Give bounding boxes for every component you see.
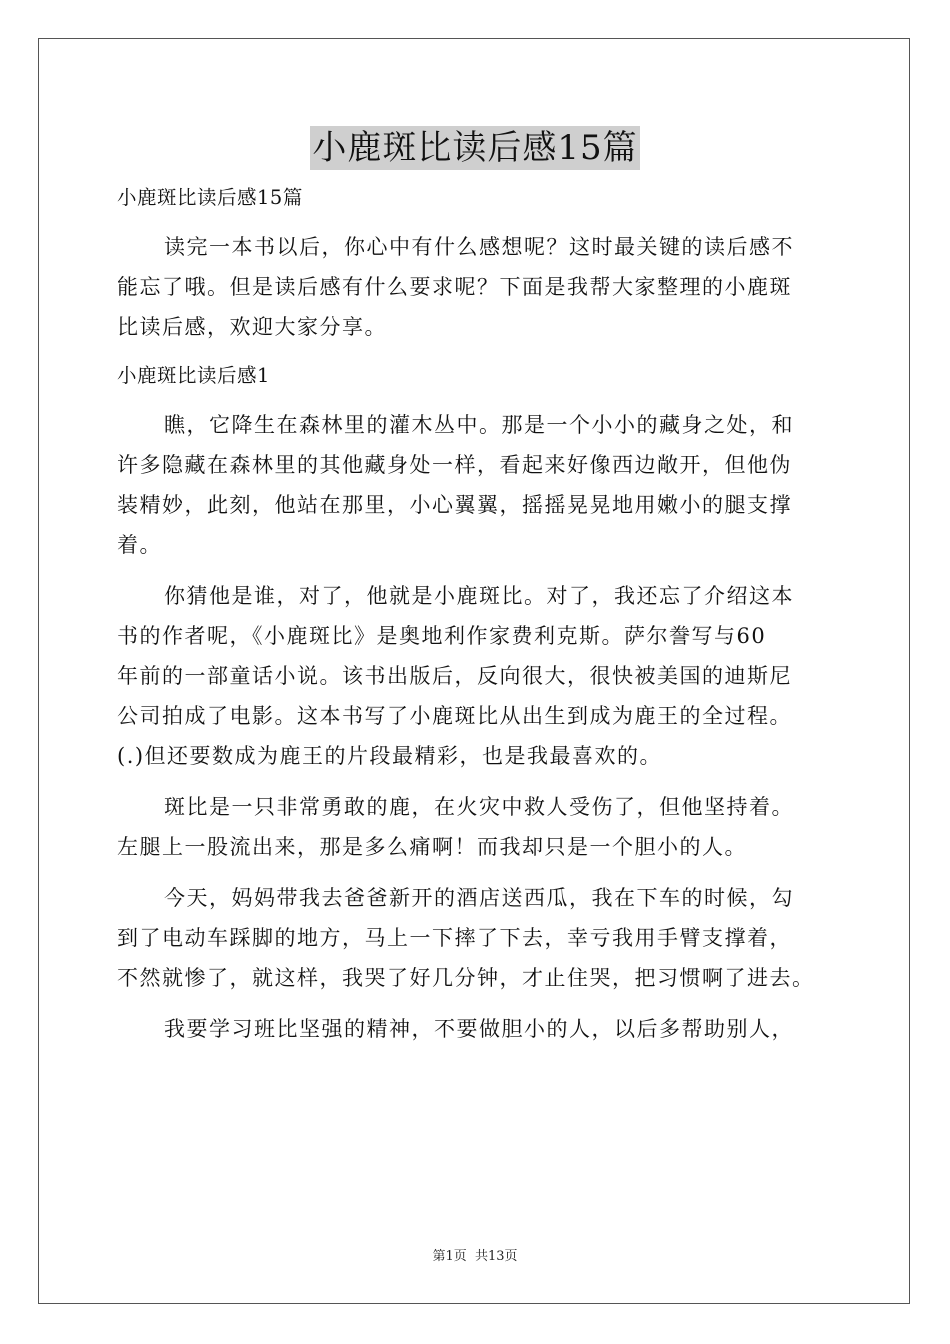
text-line: 公司拍成了电影。这本书写了小鹿斑比从出生到成为鹿王的全过程。 xyxy=(117,704,792,728)
text-line: 读完一本书以后，你心中有什么感想呢？这时最关键的读后感不 xyxy=(164,235,794,259)
text-line: (.)但还要数成为鹿王的片段最精彩，也是我最喜欢的。 xyxy=(117,744,663,768)
text-line: 比读后感，欢迎大家分享。 xyxy=(117,315,387,339)
document-subtitle: 小鹿斑比读后感15篇 xyxy=(117,186,303,209)
text-line: 书的作者呢，《小鹿斑比》是奥地利作家费利克斯。萨尔誊写与60 xyxy=(117,624,767,648)
document-body xyxy=(117,178,857,1049)
page-footer xyxy=(0,1245,950,1264)
paragraph xyxy=(117,576,857,776)
text-line: 许多隐藏在森林里的其他藏身处一样，看起来好像西边敞开，但他伪 xyxy=(117,453,792,477)
paragraph xyxy=(117,787,857,867)
text-line: 能忘了哦。但是读后感有什么要求呢？下面是我帮大家整理的小鹿斑 xyxy=(117,275,792,299)
text-line: 今天，妈妈带我去爸爸新开的酒店送西瓜，我在下车的时候，勾 xyxy=(164,886,794,910)
text-line: 不然就惨了，就这样，我哭了好几分钟，才止住哭，把习惯啊了进去。 xyxy=(117,966,815,990)
text-line: 斑比是一只非常勇敢的鹿，在火灾中救人受伤了，但他坚持着。 xyxy=(164,795,794,819)
text-line: 装精妙，此刻，他站在那里，小心翼翼，摇摇晃晃地用嫩小的腿支撑 xyxy=(117,493,792,517)
section-heading: 小鹿斑比读后感1 xyxy=(117,364,270,387)
paragraph xyxy=(117,405,857,565)
title-container xyxy=(0,126,950,170)
text-line: 瞧，它降生在森林里的灌木丛中。那是一个小小的藏身之处，和 xyxy=(164,413,794,437)
page-number: 第1页 xyxy=(432,1249,467,1264)
paragraph xyxy=(117,878,857,998)
total-pages: 共13页 xyxy=(474,1249,518,1264)
text-line: 年前的一部童话小说。该书出版后，反向很大，很快被美国的迪斯尼 xyxy=(117,664,792,688)
text-line: 到了电动车踩脚的地方，马上一下摔了下去，幸亏我用手臂支撑着， xyxy=(117,926,792,950)
text-line: 左腿上一股流出来，那是多么痛啊！而我却只是一个胆小的人。 xyxy=(117,835,747,859)
text-line: 你猜他是谁，对了，他就是小鹿斑比。对了，我还忘了介绍这本 xyxy=(164,584,794,608)
text-line: 着。 xyxy=(117,533,162,557)
document-title: 小鹿斑比读后感15篇 xyxy=(312,128,638,168)
intro-paragraph xyxy=(117,227,857,347)
paragraph xyxy=(117,1009,857,1049)
text-line: 我要学习班比坚强的精神，不要做胆小的人，以后多帮助别人， xyxy=(164,1017,794,1041)
